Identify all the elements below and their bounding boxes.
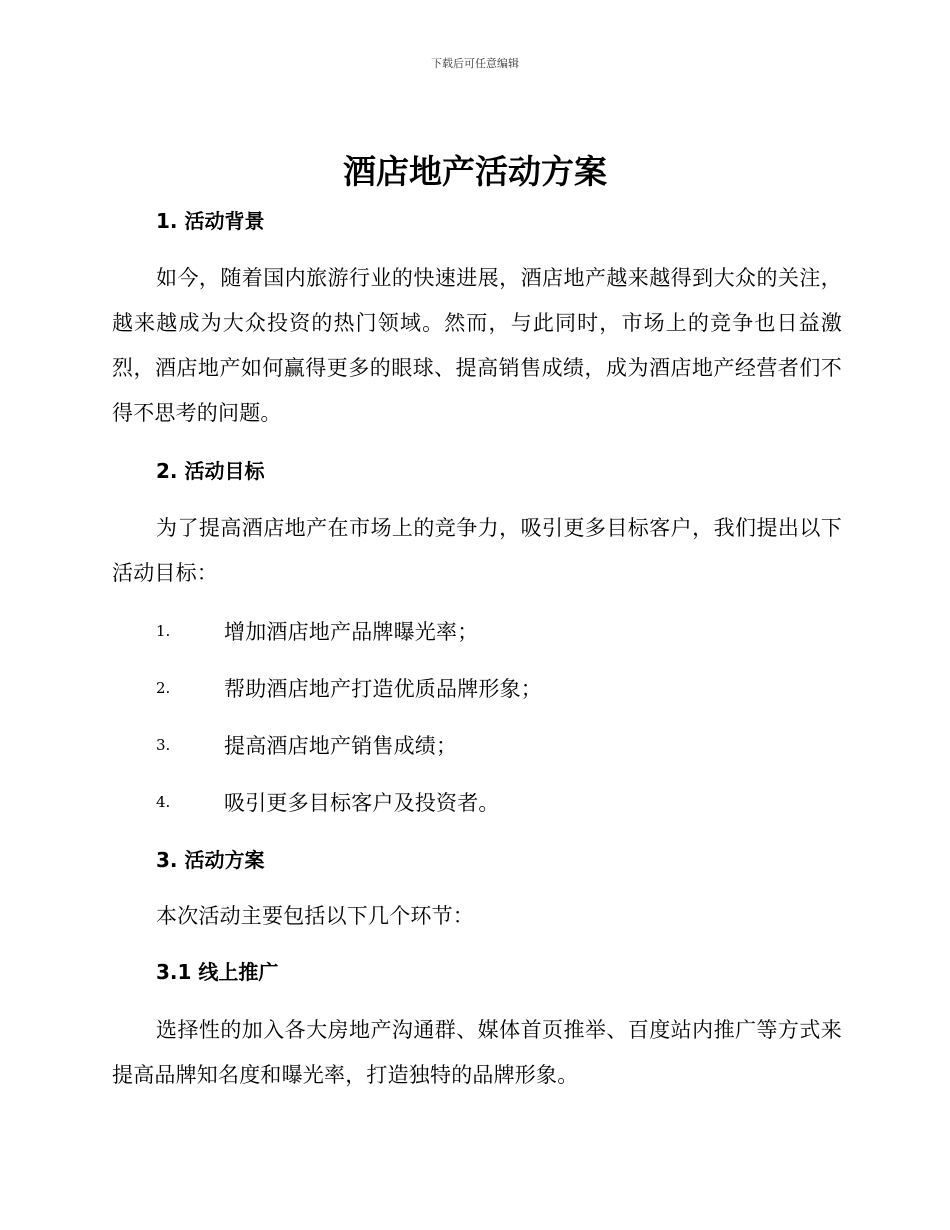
list-item-number: 4. <box>156 793 171 811</box>
list-item-number: 3. <box>156 736 171 754</box>
list-item-text: 提高酒店地产销售成绩； <box>224 734 458 758</box>
list-item-number: 2. <box>156 679 171 697</box>
section-heading-plan: 3. 活动方案 <box>156 848 265 872</box>
list-item <box>156 615 856 647</box>
section-paragraph-background: 如今，随着国内旅游行业的快速进展，酒店地产越来越得到大众的关注，越来越成为大众投资的热门领域。然而，与此同时，市场上的竞争也日益激烈，酒店地产如何赢得更多的眼球、提高销售成绩，成为酒店地产经营者们不得不思考的问题。 <box>112 266 842 425</box>
section-paragraph-plan: 本次活动主要包括以下几个环节： <box>156 904 474 928</box>
section-heading-online-promotion: 3.1 线上推广 <box>156 960 279 984</box>
list-item-text: 增加酒店地产品牌曝光率； <box>224 620 479 644</box>
list-item-text: 帮助酒店地产打造优质品牌形象； <box>224 677 542 701</box>
header-note: 下载后可任意编辑 <box>431 57 519 70</box>
section-heading-background: 1. 活动背景 <box>156 209 265 233</box>
list-item <box>156 786 856 818</box>
document-title: 酒店地产活动方案 <box>343 152 607 191</box>
section-paragraph-goals: 为了提高酒店地产在市场上的竞争力，吸引更多目标客户，我们提出以下活动目标： <box>112 516 842 585</box>
list-item-text: 吸引更多目标客户及投资者。 <box>224 791 500 815</box>
list-item <box>156 729 856 761</box>
list-item <box>156 672 856 704</box>
section-paragraph-online-promotion: 选择性的加入各大房地产沟通群、媒体首页推举、百度站内推广等方式来提高品牌知名度和曝光率，打造独特的品牌形象。 <box>112 1018 842 1087</box>
section-heading-goals: 2. 活动目标 <box>156 459 265 483</box>
list-item-number: 1. <box>156 622 171 640</box>
